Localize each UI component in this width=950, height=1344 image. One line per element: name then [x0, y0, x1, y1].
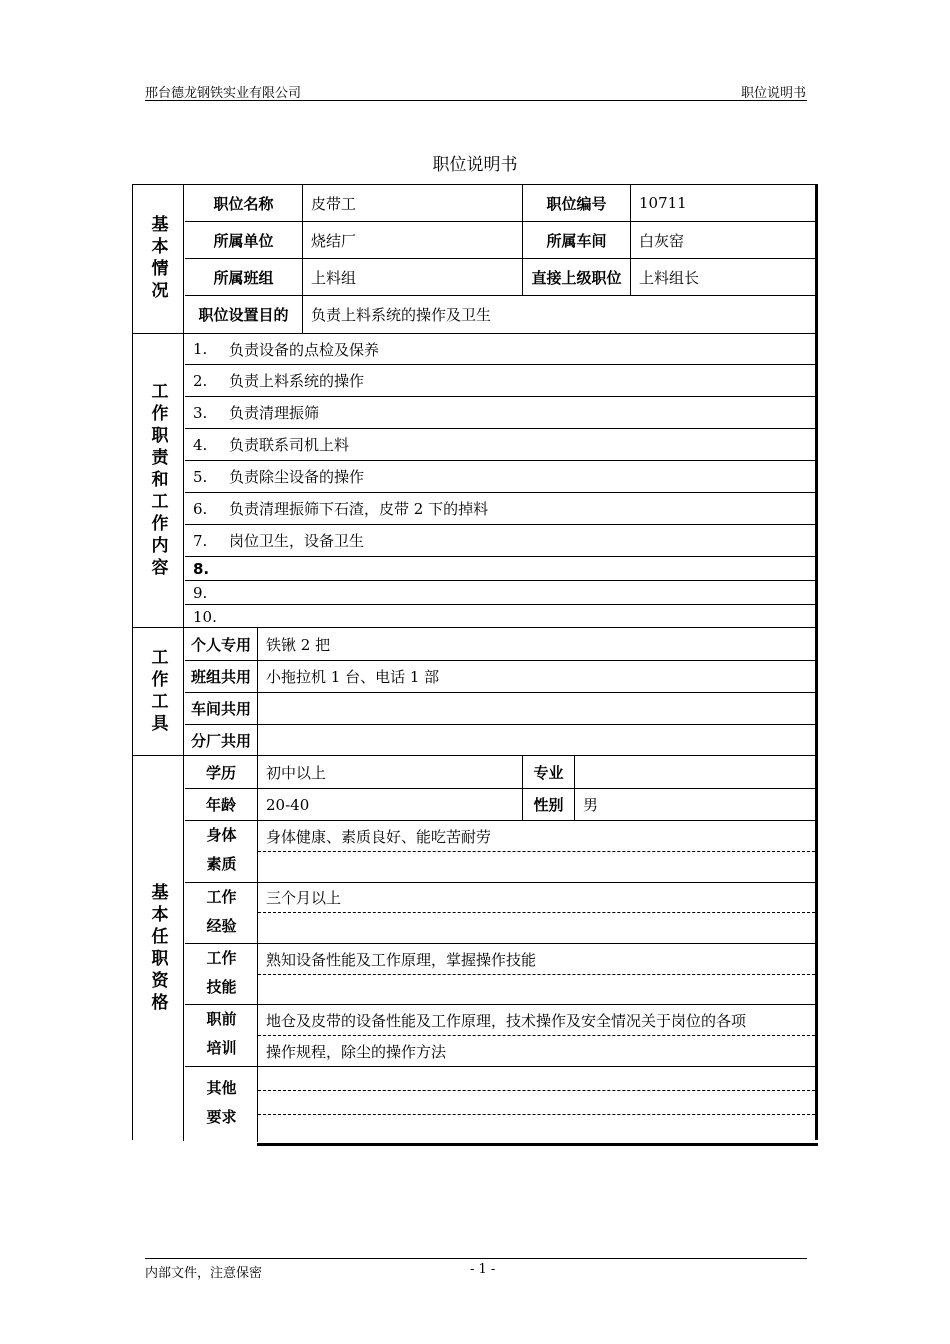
gender-label: 性别 [533, 796, 564, 814]
page-footer-note: 内部文件，注意保密 [145, 1266, 263, 1281]
tool-row-value: 铁锹 2 把 [266, 635, 331, 654]
experience-value: 三个月以上 [266, 889, 342, 907]
other-value [258, 1067, 815, 1091]
qualifications-label: 基本任职资格 [133, 756, 184, 1141]
superior-value: 上料组长 [639, 268, 700, 287]
skills-label: 工作 技能 [206, 949, 237, 996]
major-value [575, 756, 815, 788]
tool-row-label: 班组共用 [190, 668, 251, 686]
age-label: 年龄 [205, 796, 236, 814]
position-name-label: 职位名称 [213, 194, 274, 213]
training-value-line-2: 操作规程，除尘的操作方法 [266, 1042, 447, 1061]
duties-section [133, 333, 815, 627]
unit-label: 所属单位 [213, 231, 274, 250]
tool-row-label: 车间共用 [190, 700, 251, 718]
skills-value: 熟知设备性能及工作原理，掌握操作技能 [266, 950, 537, 969]
duty-item: 4. 负责联系司机上料 [193, 435, 350, 454]
basic-info-label: 基本情况 [133, 185, 184, 333]
education-value: 初中以上 [266, 763, 327, 782]
unit-value: 烧结厂 [311, 231, 357, 250]
tool-row-value [258, 725, 815, 756]
training-label: 职前 培训 [206, 1010, 237, 1057]
tool-row-label: 个人专用 [190, 635, 251, 654]
team-label: 所属班组 [213, 268, 274, 287]
workshop-value: 白灰窑 [639, 231, 685, 250]
page-header-doc-type: 职位说明书 [740, 86, 806, 101]
job-description-form [132, 184, 818, 1140]
position-code-value: 10711 [639, 194, 687, 212]
duty-item: 10. [193, 607, 217, 626]
duty-item: 3. 负责清理振筛 [193, 403, 320, 422]
duty-item: 7. 岗位卫生，设备卫生 [193, 531, 365, 550]
tool-row-value [258, 693, 815, 724]
superior-label: 直接上级职位 [531, 268, 622, 287]
duty-item: 2. 负责上料系统的操作 [193, 371, 365, 390]
tool-row-value: 小拖拉机 1 台、电话 1 部 [266, 668, 440, 686]
purpose-value: 负责上料系统的操作及卫生 [311, 306, 492, 324]
experience-label: 工作 经验 [206, 888, 237, 935]
purpose-label: 职位设置目的 [198, 306, 289, 324]
workshop-label: 所属车间 [546, 231, 607, 250]
duty-item: 9. [193, 583, 208, 602]
age-value: 20-40 [266, 795, 310, 814]
tools-section [133, 627, 815, 755]
duty-item: 1. 负责设备的点检及保养 [193, 340, 380, 359]
duty-item: 6. 负责清理振筛下石渣，皮带 2 下的掉料 [193, 499, 489, 518]
physical-value: 身体健康、素质良好、能吃苦耐劳 [266, 827, 492, 846]
position-name-value: 皮带工 [311, 194, 357, 213]
duty-item: 8. [193, 559, 210, 578]
duties-label: 工作职责和工作内容 [133, 334, 184, 627]
page-footer-rule [145, 1258, 807, 1259]
physical-label: 身体 素质 [206, 826, 237, 873]
qualifications-section [133, 755, 815, 1141]
tools-label: 工作工具 [133, 628, 184, 755]
other-label: 其他 要求 [206, 1079, 237, 1126]
team-value: 上料组 [311, 268, 357, 287]
training-value-line-1: 地仓及皮带的设备性能及工作原理，技术操作及安全情况关于岗位的各项 [266, 1011, 747, 1030]
duty-item: 5. 负责除尘设备的操作 [193, 467, 365, 486]
tool-row-label: 分厂共用 [190, 732, 251, 750]
page-header-rule [145, 100, 807, 101]
document-title: 职位说明书 [432, 155, 518, 175]
gender-value: 男 [583, 796, 599, 814]
basic-info-section [133, 185, 815, 333]
position-code-label: 职位编号 [546, 194, 607, 213]
major-label: 专业 [533, 763, 564, 782]
education-label: 学历 [205, 763, 236, 782]
page-number: - 1 - [470, 1262, 496, 1277]
page-header-company: 邢台德龙钢铁实业有限公司 [145, 86, 302, 101]
